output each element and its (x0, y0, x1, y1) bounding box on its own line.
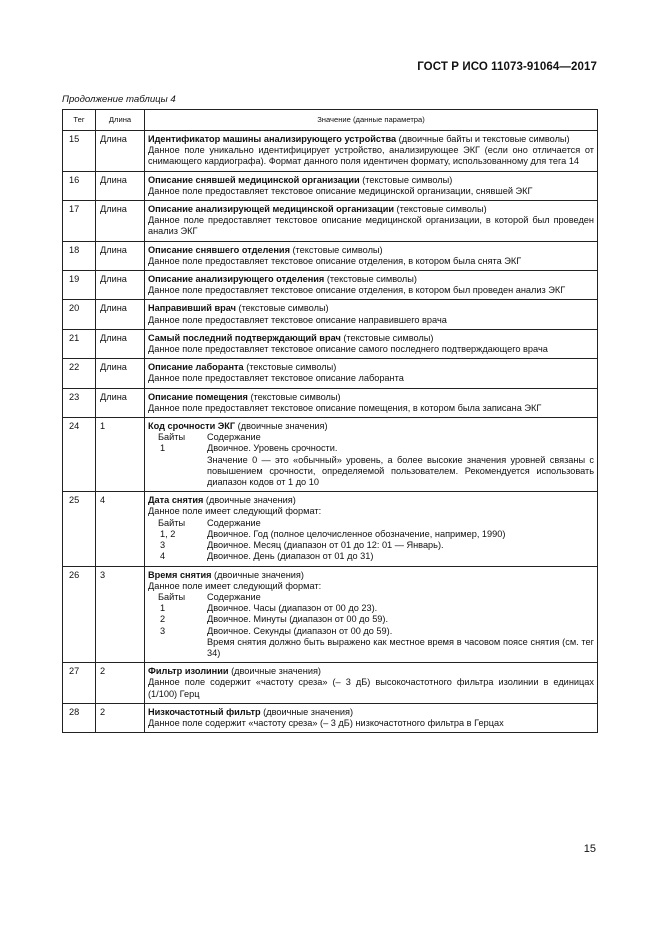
parameter-type: (текстовые символы) (324, 274, 417, 285)
tag-cell: 18 (63, 241, 96, 270)
parameter-title: Самый последний подтверждающий врач (148, 332, 341, 343)
parameter-title: Описание снявшего отделения (148, 244, 290, 255)
byte-index: 3 (160, 625, 166, 636)
parameter-type: (двоичные значения) (228, 666, 321, 677)
parameter-description: Данное поле предоставляет текстовое описание отделения, в котором был проведен анализ ЭКГ (148, 285, 566, 296)
parameter-description: Данное поле содержит «частоту среза» (– 3 дБ) низкочастотного фильтра в Герцах (148, 717, 504, 728)
parameter-description: Данное поле содержит «частоту среза» (– 3 дБ) высокочастотного фильтра изолинии в единицах (1/100) Герц (148, 677, 594, 699)
byte-index: 1 (160, 603, 166, 614)
column-header-tag: Тег (63, 110, 96, 131)
byte-index: 4 (160, 551, 166, 562)
parameter-title: Время снятия (148, 569, 212, 580)
bytes-table (158, 432, 594, 488)
byte-content: Двоичное. Минуты (диапазон от 00 до 59). (207, 614, 389, 625)
parameter-description: Данное поле предоставляет текстовое описание помещения, в котором была записана ЭКГ (148, 402, 542, 413)
value-cell (145, 201, 598, 242)
parameter-type: (текстовые символы) (243, 362, 337, 373)
parameter-type: (текстовые символы) (340, 332, 434, 343)
length-cell: Длина (96, 171, 145, 200)
parameter-type: (двоичные значения) (203, 495, 296, 506)
table-row (63, 492, 598, 566)
parameter-description: Данное поле предоставляет текстовое описание самого последнего подтверждающего врача (148, 344, 548, 355)
parameter-intro: Данное поле имеет следующий формат: (148, 580, 322, 591)
byte-content: Двоичное. Секунды (диапазон от 00 до 59). (207, 625, 393, 636)
parameter-title: Дата снятия (148, 495, 204, 506)
parameter-type: (текстовые символы) (359, 174, 453, 185)
value-cell (145, 300, 598, 329)
bytes-table (158, 592, 594, 637)
bytes-header: Байты (158, 517, 186, 528)
byte-index: 2 (160, 614, 166, 625)
length-cell: 4 (96, 492, 145, 566)
parameter-description: Данное поле предоставляет текстовое описание медицинской организации, снявшей ЭКГ (148, 185, 533, 196)
length-cell: Длина (96, 241, 145, 270)
byte-content: Двоичное. Год (полное целочисленное обозначение, например, 1990) (207, 528, 506, 539)
parameter-intro: Данное поле имеет следующий формат: (148, 506, 322, 517)
length-cell: 1 (96, 418, 145, 492)
parameter-type: (текстовые символы) (394, 204, 487, 215)
byte-content: Двоичное. Месяц (диапазон от 01 до 12: 01 — Январь). (207, 540, 444, 551)
value-cell (145, 131, 598, 172)
bytes-header: Байты (158, 591, 186, 602)
length-cell: Длина (96, 329, 145, 358)
parameter-type: (текстовые символы) (247, 391, 341, 402)
byte-content: Двоичное. Часы (диапазон от 00 до 23). (207, 603, 378, 614)
value-cell (145, 703, 598, 732)
table-body-complex (63, 418, 598, 733)
value-cell (145, 171, 598, 200)
value-cell (145, 663, 598, 704)
table-row (63, 566, 598, 663)
document-id: ГОСТ Р ИСО 11073-91064—2017 (417, 61, 597, 73)
table-row (63, 201, 598, 242)
table-row (63, 703, 598, 732)
value-cell (145, 566, 598, 663)
tag-cell: 17 (63, 201, 96, 242)
parameters-table (62, 109, 598, 733)
table-row (63, 329, 598, 358)
value-cell (145, 388, 598, 417)
parameter-title: Код срочности ЭКГ (148, 421, 236, 432)
parameter-type: (двоичные значения) (211, 569, 304, 580)
table-row (63, 359, 598, 388)
value-cell (145, 241, 598, 270)
length-cell: Длина (96, 300, 145, 329)
length-cell: 2 (96, 703, 145, 732)
value-cell (145, 271, 598, 300)
tag-cell: 19 (63, 271, 96, 300)
byte-index: 1 (160, 443, 166, 454)
parameter-description: Данное поле предоставляет текстовое описание направившего врача (148, 314, 447, 325)
byte-index: 3 (160, 540, 166, 551)
tag-cell: 28 (63, 703, 96, 732)
content-header: Содержание (207, 432, 261, 443)
byte-content: Двоичное. Уровень срочности. (207, 443, 338, 454)
value-cell (145, 492, 598, 566)
parameter-description: Данное поле предоставляет текстовое описание лаборанта (148, 373, 404, 384)
parameter-title: Описание анализирующего отделения (148, 274, 325, 285)
content-header: Содержание (207, 517, 261, 528)
parameter-type: (текстовые символы) (235, 303, 329, 314)
byte-index: 1, 2 (160, 528, 176, 539)
bytes-header: Байты (158, 432, 186, 443)
column-header-length: Длина (96, 110, 145, 131)
value-cell (145, 359, 598, 388)
length-cell: Длина (96, 388, 145, 417)
table-row (63, 171, 598, 200)
value-cell (145, 329, 598, 358)
parameter-type: (текстовые символы) (289, 244, 383, 255)
parameter-title: Описание анализирующей медицинской организации (148, 204, 394, 215)
parameter-title: Направивший врач (148, 303, 236, 314)
parameter-title: Низкочастотный фильтр (148, 706, 261, 717)
table-row (63, 241, 598, 270)
table-body (63, 131, 598, 418)
tag-cell: 21 (63, 329, 96, 358)
parameter-description: Данное поле предоставляет текстовое описание медицинской организации, в которой был проведен анализ ЭКГ (148, 215, 594, 237)
parameter-description: Данное поле предоставляет текстовое описание отделения, в котором была снята ЭКГ (148, 255, 522, 266)
tag-cell: 24 (63, 418, 96, 492)
byte-content: Двоичное. День (диапазон от 01 до 31) (207, 551, 374, 562)
parameter-type: (двоичные байты и текстовые символы) (396, 134, 570, 144)
content-header: Содержание (207, 591, 261, 602)
parameter-title: Идентификатор машины анализирующего устройства (148, 134, 397, 144)
parameter-title: Описание лаборанта (148, 362, 244, 373)
tag-cell: 22 (63, 359, 96, 388)
length-cell: Длина (96, 131, 145, 172)
length-cell: Длина (96, 271, 145, 300)
table-row (63, 300, 598, 329)
byte-note: Значение 0 — это «обычный» уровень, а более высокие значения уровней связаны с повышением срочности, определяемой пользователем. Рекомендуется использовать диапазон кодов от 1 до 10 (207, 454, 594, 488)
parameter-type: (двоичные значения) (235, 421, 328, 432)
table-row (63, 663, 598, 704)
table-row (63, 418, 598, 492)
tag-cell: 23 (63, 388, 96, 417)
table-row (63, 388, 598, 417)
parameter-title: Описание снявшей медицинской организации (148, 174, 360, 185)
length-cell: 2 (96, 663, 145, 704)
table-caption: Продолжение таблицы 4 (62, 94, 176, 105)
length-cell: Длина (96, 201, 145, 242)
tag-cell: 16 (63, 171, 96, 200)
tag-cell: 26 (63, 566, 96, 663)
parameter-title: Описание помещения (148, 391, 248, 402)
table-row (63, 271, 598, 300)
parameter-note: Время снятия должно быть выражено как местное время в часовом поясе снятия (см. тег 34) (207, 636, 594, 658)
parameter-type: (двоичные значения) (260, 706, 354, 717)
page-number: 15 (583, 843, 596, 855)
length-cell: Длина (96, 359, 145, 388)
tag-cell: 27 (63, 663, 96, 704)
tag-cell: 25 (63, 492, 96, 566)
bytes-table (158, 518, 594, 563)
parameter-title: Фильтр изолинии (148, 666, 229, 677)
length-cell: 3 (96, 566, 145, 663)
column-header-value: Значение (данные параметра) (145, 110, 598, 131)
value-cell (145, 418, 598, 492)
tag-cell: 15 (63, 131, 96, 172)
parameter-description: Данное поле уникально идентифицирует устройство, анализирующее ЭКГ (если оно отличается от снимающего кардиографа). Формат данного поля идентичен формату, использованному для тега 14 (148, 145, 594, 167)
table-header-row (63, 110, 598, 131)
tag-cell: 20 (63, 300, 96, 329)
table-row (63, 131, 598, 172)
